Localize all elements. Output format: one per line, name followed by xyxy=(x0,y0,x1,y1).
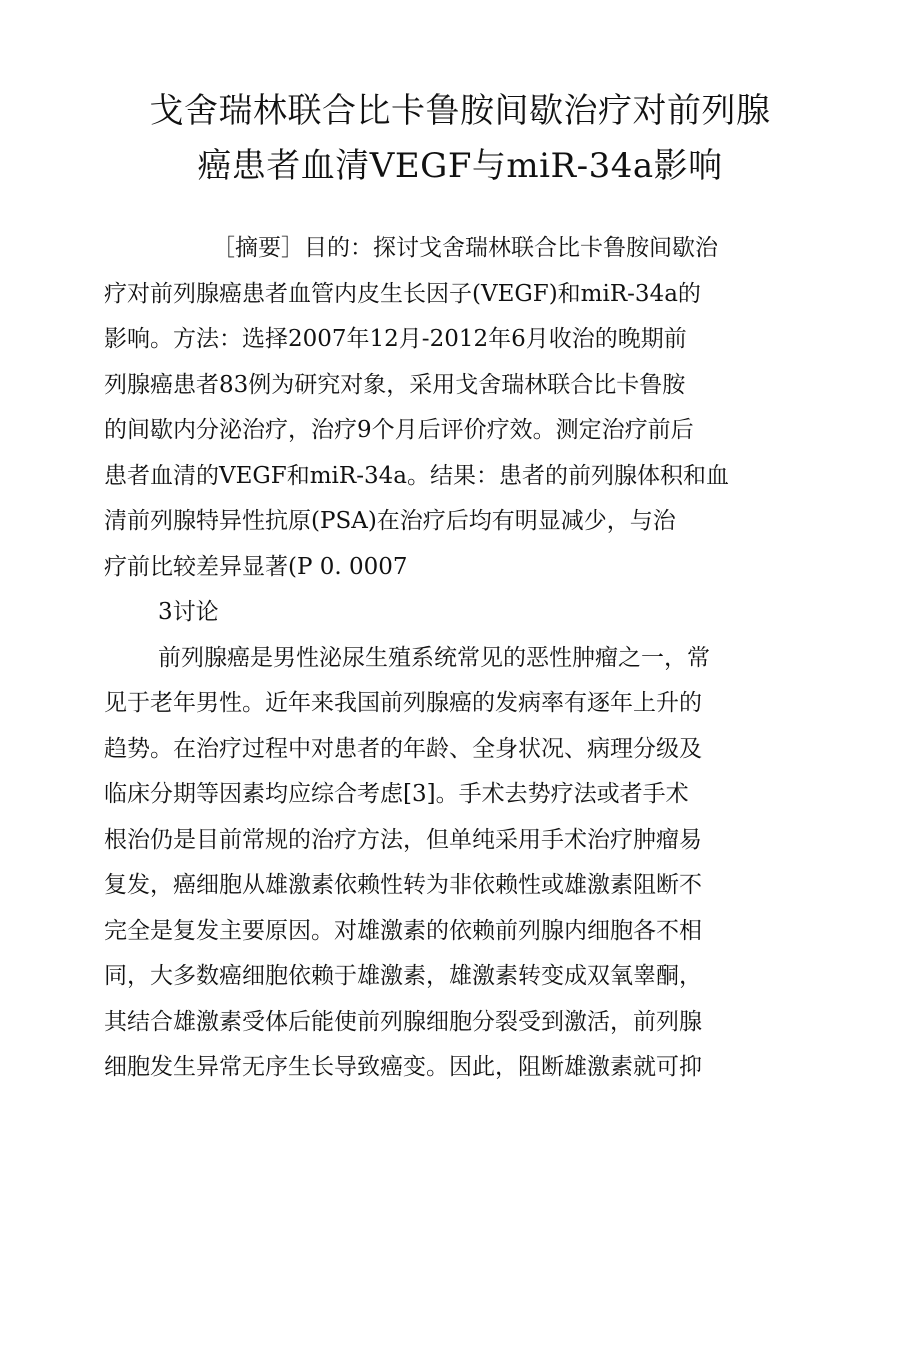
abstract-line: 疗前比较差异显著(P 0. 0007 xyxy=(104,553,408,580)
abstract-paragraph xyxy=(104,226,804,590)
discussion-line: 同，大多数癌细胞依赖于雄激素，雄激素转变成双氧睾酮， xyxy=(104,963,702,989)
section-heading: 3讨论 xyxy=(158,599,219,625)
discussion-line: 其结合雄激素受体后能使前列腺细胞分裂受到激活，前列腺 xyxy=(104,1008,702,1035)
title-line-1: 戈舍瑞林联合比卡鲁胺间歇治疗对前列腺 xyxy=(149,91,771,131)
discussion-line: 根治仍是目前常规的治疗方法，但单纯采用手术治疗肿瘤易 xyxy=(104,826,702,853)
abstract-line: ［摘要］目的：探讨戈舍瑞林联合比卡鲁胺间歇治 xyxy=(212,235,718,261)
discussion-paragraph xyxy=(104,636,804,1091)
abstract-line: 列腺癌患者83例为研究对象，采用戈舍瑞林联合比卡鲁胺 xyxy=(104,371,686,398)
discussion-line: 完全是复发主要原因。对雄激素的依赖前列腺内细胞各不相 xyxy=(104,917,702,944)
title-line-2: 癌患者血清VEGF与miR-34a影响 xyxy=(197,146,723,186)
discussion-line: 临床分期等因素均应综合考虑[3]。手术去势疗法或者手术 xyxy=(104,781,689,807)
document-body xyxy=(104,226,804,1091)
abstract-line: 疗对前列腺癌患者血管内皮生长因子(VEGF)和miR-34a的 xyxy=(104,280,701,307)
discussion-line: 见于老年男性。近年来我国前列腺癌的发病率有逐年上升的 xyxy=(104,690,702,716)
abstract-line: 患者血清的VEGF和miR-34a。结果：患者的前列腺体积和血 xyxy=(104,462,729,489)
discussion-line: 趋势。在治疗过程中对患者的年龄、全身状况、病理分级及 xyxy=(104,735,702,762)
discussion-line: 复发，癌细胞从雄激素依赖性转为非依赖性或雄激素阻断不 xyxy=(104,872,702,898)
abstract-line: 的间歇内分泌治疗，治疗9个月后评价疗效。测定治疗前后 xyxy=(104,417,694,443)
discussion-line: 前列腺癌是男性泌尿生殖系统常见的恶性肿瘤之一，常 xyxy=(158,644,710,671)
abstract-line: 影响。方法：选择2007年12月-2012年6月收治的晚期前 xyxy=(104,326,687,352)
document-title xyxy=(60,84,860,194)
abstract-line: 清前列腺特异性抗原(PSA)在治疗后均有明显减少，与治 xyxy=(104,508,676,534)
discussion-line: 细胞发生异常无序生长导致癌变。因此，阻断雄激素就可抑 xyxy=(104,1054,702,1080)
